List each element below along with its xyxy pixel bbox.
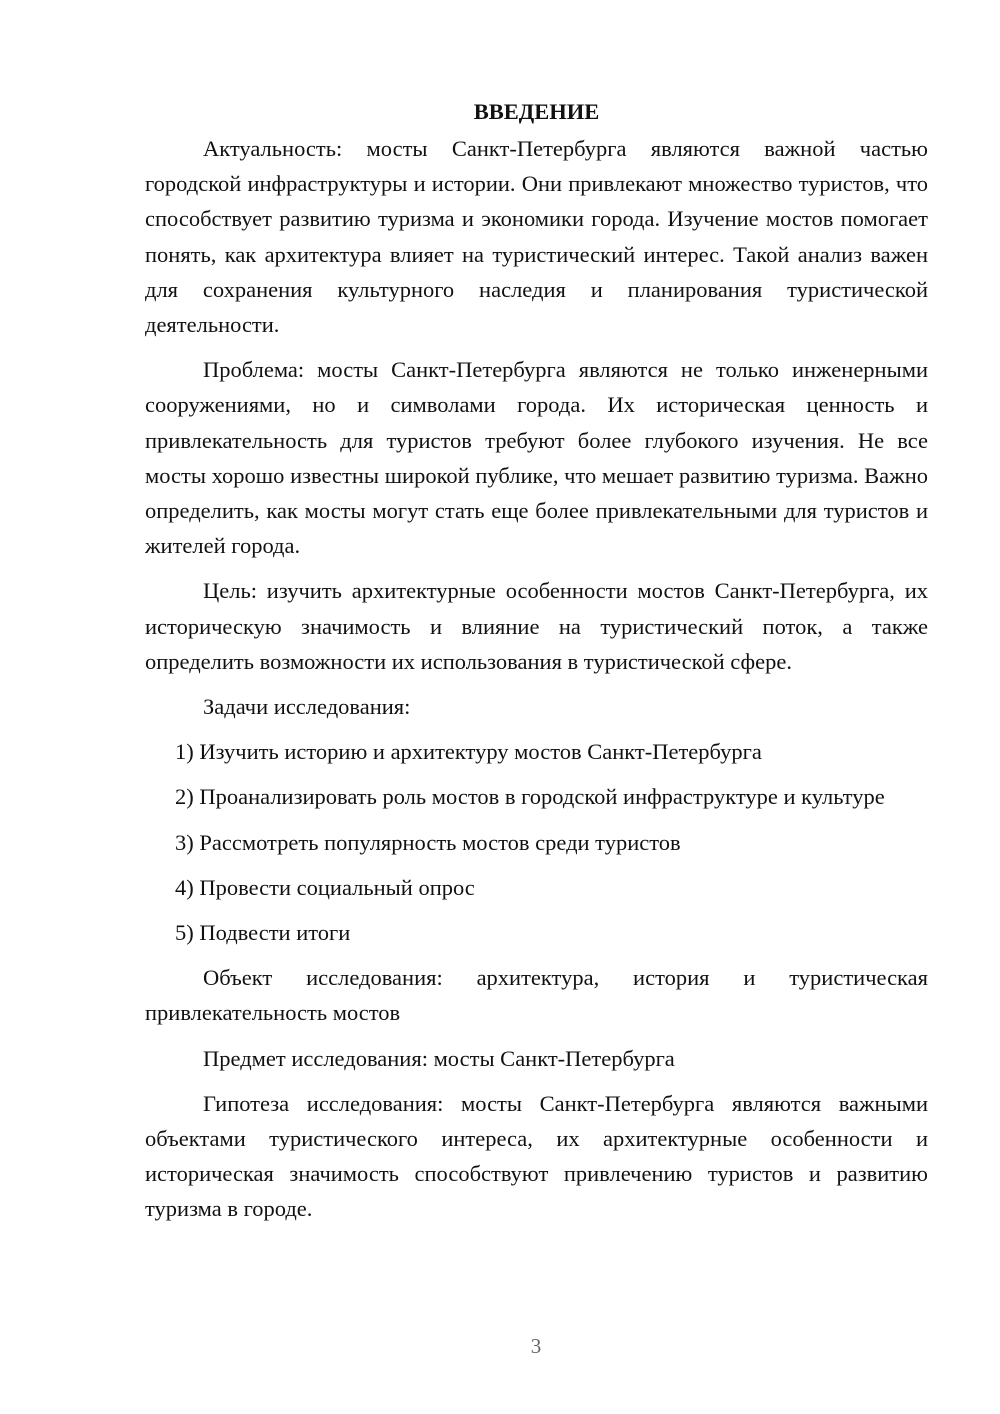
paragraph-relevance: Актуальность: мосты Санкт-Петербурга являются важной частью городской инфраструктуры и истории. Они привлекают множество туристов, что способствует развитию туризма и экономики города. Изучение мостов помогает понять, как архитектура влияет на туристический интерес. Такой анализ важен для сохранения культурного наследия и планирования туристической деятельности. [145,136,928,338]
paragraph-problem: Проблема: мосты Санкт-Петербурга являются не только инженерными сооружениями, но и символами города. Их историческая ценность и привлекательность для туристов требуют более глубокого изучения. Не все мосты хорошо известны широкой публике, что мешает развитию туризма. Важно определить, как мосты могут стать еще более привлекательными для туристов и жителей города. [145,357,928,559]
task-item: 4) Провести социальный опрос [175,874,475,900]
paragraph-hypothesis: Гипотеза исследования: мосты Санкт-Петербурга являются важными объектами туристического интереса, их архитектурные особенности и историческая значимость способствуют привлечению туристов и развитию туризма в городе. [145,1090,928,1222]
tasks-heading: Задачи исследования: [203,694,411,720]
paragraph-object: Объект исследования: архитектура, история и туристическая привлекательность мостов [145,965,928,1026]
task-item: 5) Подвести итоги [175,920,351,946]
task-item: 1) Изучить историю и архитектуру мостов Санкт-Петербурга [175,739,762,765]
page-number: 3 [530,1334,542,1358]
paragraph-subject: Предмет исследования: мосты Санкт-Петербурга [203,1045,675,1071]
page-content [145,94,928,1237]
section-heading: ВВЕДЕНИЕ [473,99,600,124]
task-item: 2) Проанализировать роль мостов в городской инфраструктуре и культуре [175,784,885,810]
task-item: 3) Рассмотреть популярность мостов среди туристов [175,829,681,855]
paragraph-goal: Цель: изучить архитектурные особенности мостов Санкт-Петербурга, их историческую значимость и влияние на туристический поток, а также определить возможности их использования в туристической сфере. [145,578,928,674]
